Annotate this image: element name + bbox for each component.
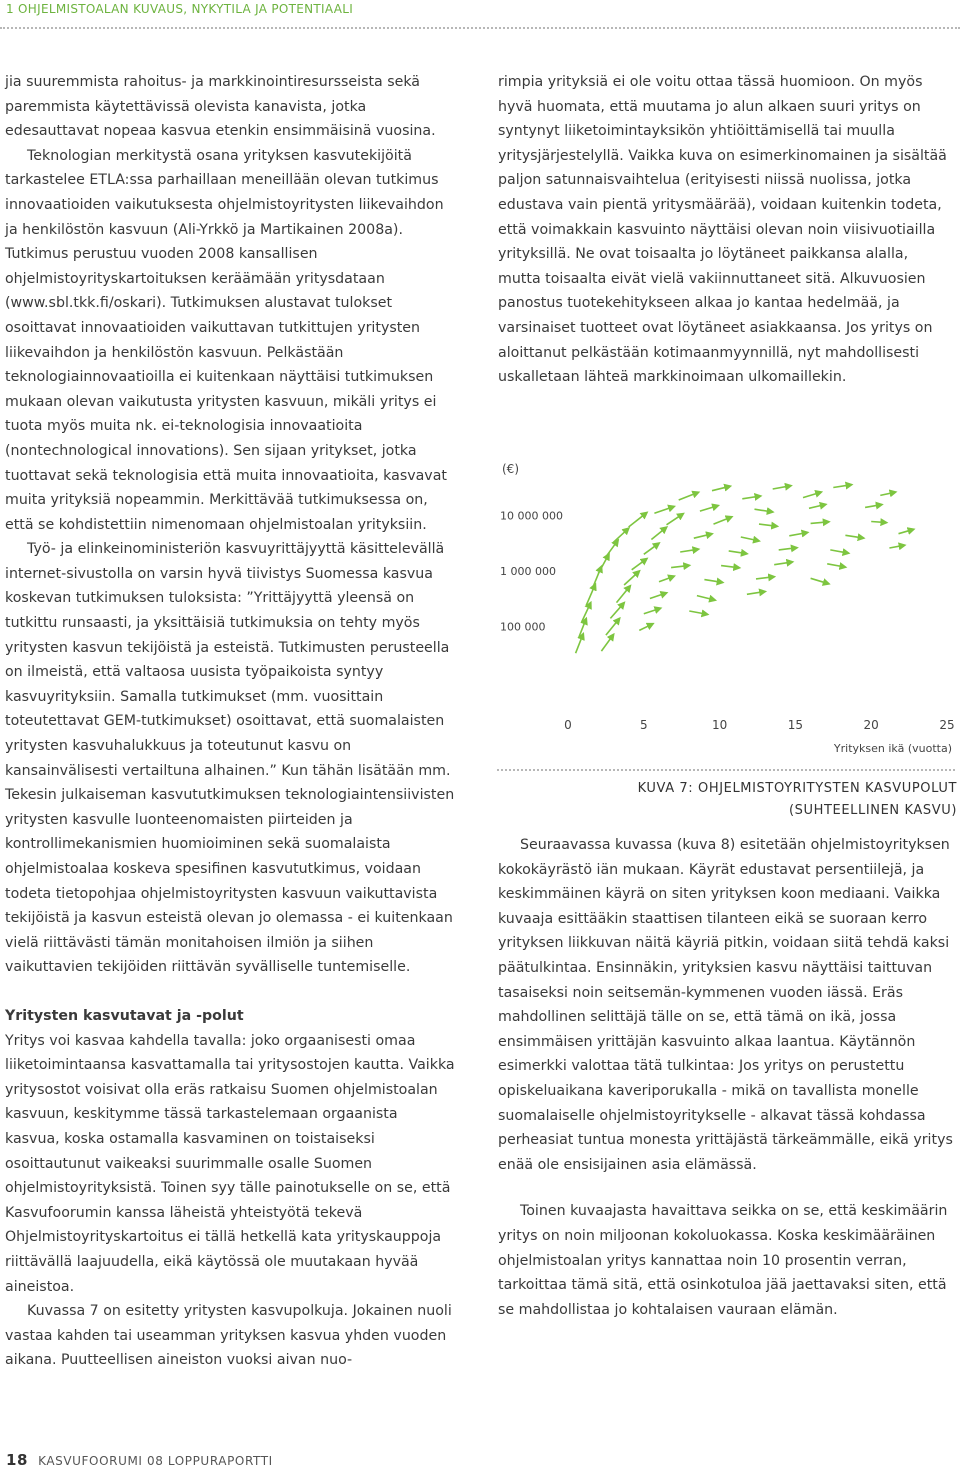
growth-arrow (680, 549, 698, 552)
growth-arrow (639, 624, 653, 631)
growth-arrow (632, 559, 647, 570)
caption-line: (SUHTEELLINEN KASVU) (788, 803, 957, 818)
growth-arrow (773, 486, 791, 489)
growth-arrow (747, 592, 765, 595)
growth-arrow (811, 522, 829, 524)
growth-arrow (756, 577, 774, 579)
paragraph: rimpia yrityksiä ei ole voitu ottaa tässä huomioon. On myös hyvä huomata, että muutama jo alun alkaen suuri yritys on syntynyt liiketoimintayksikön yhtiöittämisellä tai muulla yritysjärjestelyllä. Vaikka kuva on esimerkinomainen ja sisältää paljon satunnaisvaihtelua (erityisesti niissä nuolissa, jotka edustava vain pientä yritysmäärää), voidaan kuitenkin todeta, että voimakkain kasvuinto näyttäisi olevan noin viisivuotiailla yrityksillä. Ne ovat toisaalta jo löytäneet paikkansa alalla, mutta toisaalta eivät vielä vakiinnuttaneet sitä. Alkuvuosien panostus tuotekehitykseen alkaa jo kantaa hedelmää, ja varsinaiset tuotteet ovat löytäneet asiakkaansa. Jos yritys on aloittanut pelkästään kotimaanmyynnillä, nyt mahdollisesti uskalletaan lähteä markkinoimaan ulkomaillekin. (498, 74, 947, 386)
growth-arrow (694, 534, 712, 538)
growth-arrow (809, 504, 826, 508)
growth-arrow (654, 507, 674, 514)
growth-arrow (865, 505, 882, 508)
growth-arrow (889, 545, 904, 548)
x-tick-label: 10 (711, 718, 728, 732)
left-column (5, 70, 455, 1373)
y-tick-label: 10 000 000 (500, 509, 563, 523)
growth-arrow (714, 517, 732, 524)
growth-arrow (779, 548, 797, 550)
growth-arrow (689, 611, 707, 614)
growth-arrow (617, 586, 631, 603)
growth-arrow (704, 580, 722, 583)
growth-arrow (644, 608, 661, 614)
x-tick-label: 0 (564, 718, 572, 732)
growth-arrow (606, 540, 618, 557)
x-tick-label: 15 (787, 718, 804, 732)
growth-arrow (880, 492, 895, 495)
growth-arrow (759, 524, 777, 526)
growth-arrow (601, 635, 613, 652)
growth-arrow (667, 514, 684, 525)
growth-arrow (755, 509, 773, 512)
header-divider (0, 27, 960, 29)
growth-arrow (644, 543, 659, 554)
paragraph: Kuvassa 7 on esitetty yritysten kasvupolkuja. Jokainen nuoli vastaa kahden tai useamman yrityksen kasvua yhden vuoden aikana. Puutteellisen aineiston vuoksi aivan nuo- (5, 1303, 452, 1369)
growth-arrow (624, 571, 639, 585)
paragraph: Teknologian merkitystä osana yrityksen kasvutekijöitä tarkastelee ETLA:ssa parhaillaan meneillään olevan tutkimus innovaatioiden vaikutuksesta ohjelmistoyritysten liikevaihdon ja henkilöstön kasvuun (Ali-Yrkkö ja Martikainen 2008a). Tutkimus perustuu vuoden 2008 kansallisen ohjelmistoyrityskartoituksen keräämään yritysdataan (www.sbl.tkk.fi/oskari). Tutkimuksen alustavat tulokset osoittavat innovaatioiden vaikuttavan tutkittujen yritysten liikevaihdon ja henkilöstön kasvuun. Pelkästään teknologiainnovaatioilla ei kuitenkaan näyttäisi tutkimuksen mukaan olevan vaikutusta yritysten kasvuun, mikäli yritys ei tuota myös muita nk. ei-teknologisia innovaatioita (nontechnological innovations). Sen sijaan yritykset, jotka tuottavat sekä teknologisia että muita innovaatioita, kasvavat muita yrityksiä nopeammin. Merkittävää tutkimuksessa on, että se kohdistettiin nimenomaan ohjelmistoalan yrityksiin. (5, 147, 447, 533)
growth-arrow (606, 618, 620, 635)
paragraph: Yritys voi kasvaa kahdella tavalla: joko orgaanisesti omaa liiketoimintaansa kasvattamalla tai yritysostojen kautta. Vaikka yritysostot voisivat olla eräs ratkaisu Suomen ohjelmistoalan kasvuun, keskitymme tässä tarkastelemaan orgaanista kasvua, koska ostamalla kasvaminen on toistaiseksi osoittautunut vaikeaksi suurimmalle osalle Suomen ohjelmistoyrityksistä. Toinen syy tälle painotukselle on se, että Kasvufoorumin kanssa läheistä yhteistyötä tekevä Ohjelmistoyrityskartoitus ei tällä hetkellä kata yrityskauppoja riittävällä laajuudella, eikä käytössä ole muutakaan hyvää aineistoa. (5, 1032, 455, 1295)
growth-arrow (830, 550, 848, 553)
growth-arrow (700, 506, 718, 512)
x-tick-label: 5 (639, 718, 648, 732)
page-footer (6, 1451, 273, 1469)
figure-divider (497, 769, 955, 771)
growth-arrow (827, 564, 845, 567)
y-tick-label: 1 000 000 (500, 565, 556, 578)
growth-arrow (610, 603, 624, 619)
growth-arrow (833, 485, 851, 488)
paragraph: Työ- ja elinkeinoministeriön kasvuyrittäjyyttä käsittelevällä internet-sivustolla on varsin hyvä tiivistys Suomessa kasvua koskevan tutkimuksen tuloksista: ”Yrittäjyyttä yleensä on tutkittu runsaasti, ja yksittäisiä tutkimuksia on tehty myös yritysten kasvun tekijöistä ja esteistä. Tutkimusten perusteella on ilmeistä, että valtaosa uusista työpaikoista syntyy kasvuyrityksiin. Samalla tutkimukset (mm. vuosittain toteutettavat GEM-tutkimukset) osoittavat, että suomalaisten yritysten kasvuhalukkuus ja toteutunut kasvu on kansainvälisesti vertailtuna alhainen.” Kun tähän lisätään mm. Tekesin julkaiseman kasvututkimuksen teknologiaintensiivisten yritysten kasvulle luonteenomaisten piirteiden ja kontrollimekanismien huomioiminen sekä suomalaista ohjelmistoalaa koskeva spesifinen kasvututkimus, voidaan todeta tietopohjaa ohjelmistoyritysten kasvuun vaikuttavista tekijöistä ja kasvun esteistä olevan jo olemassa - ei kuitenkaan vielä riittävästi tämän monitahoisen ilmiön ja siihen vaikuttavien tekijöiden riittävän syvälliselle tuntemiselle. (5, 541, 455, 976)
x-axis-title: Yrityksen ikä (vuotta) (833, 742, 952, 755)
growth-arrow (697, 596, 715, 601)
footer-title: KASVUFOORUMI 08 LOPPURAPORTTI (38, 1454, 273, 1468)
growth-arrow (803, 492, 821, 498)
paragraph: Seuraavassa kuvassa (kuva 8) esitetään ohjelmistoyrityksen kokokäyrästö iän mukaan. Käyrät edustavat persentiilejä, ja keskimmäinen käyrä on siten yrityksen koon mediaani. Vaikka kuvaaja esittääkin staattisen tilanteen eikä se suoraan kerro yrityksen liikkuvan näitä käyriä pitkin, voidaan siitä tehdä kaksi päätulkintaa. Ensinnäkin, yrityksien kasvu näyttäisi taittuvan tasaiseksi noin seitsemän-kymmenen vuoden iässä. Eräs mahdollinen selittäjä tälle on se, että tämä on ikä, jossa ensimmäisen yrittäjän kasvuinto alkaa laantua. Käytännön esimerkki valottaa tätä tulkintaa: Jos yritys on perustettu opiskeluaikana kaveriporukalla - mikä on tavallista monelle suomalaiselle ohjelmistoyritykselle - alkavat tässä kohdassa perheasiat tuntua monesta yrittäjästä tärkeämmälle, eikä yritys enää ole ensisijainen asia elämässä. (498, 837, 953, 1173)
growth-arrow (592, 567, 601, 589)
growth-arrow (712, 486, 730, 491)
x-tick-label: 25 (939, 718, 955, 732)
growth-arrow (659, 576, 674, 582)
growth-arrow (871, 522, 886, 523)
growth-arrow (651, 527, 666, 539)
growth-arrow (650, 593, 667, 599)
right-column-bottom (498, 833, 956, 1322)
growth-arrow (671, 565, 689, 567)
running-header: 1 OHJELMISTOALAN KUVAUS, NYKYTILA JA POTENTIAALI (6, 2, 354, 16)
growth-arrow (729, 551, 747, 554)
growth-arrow (679, 492, 699, 500)
y-unit-label: (€) (502, 462, 519, 476)
growth-arrow (586, 584, 595, 605)
section-heading: Yritysten kasvutavat ja -polut (5, 1007, 244, 1024)
growth-arrow (629, 513, 647, 527)
growth-arrow (742, 496, 760, 499)
caption-line: KUVA 7: OHJELMISTOYRITYSTEN KASVUPOLUT (637, 781, 957, 796)
growth-arrow (721, 566, 739, 568)
growth-arrow (774, 562, 792, 565)
growth-arrow (811, 578, 829, 584)
x-tick-label: 20 (863, 718, 879, 732)
figure-caption (560, 778, 957, 822)
growth-arrow (741, 537, 759, 541)
y-tick-label: 100 000 (500, 620, 546, 634)
growth-arrow (845, 535, 863, 538)
growth-paths-chart (495, 450, 960, 770)
page-number: 18 (6, 1451, 29, 1469)
paragraph: jia suuremmista rahoitus- ja markkinointiresursseista sekä paremmista käytettävissä olevista kanavista, jotka edesauttavat nopeaa kasvua etenkin ensimmäisinä vuosina. (5, 74, 436, 140)
right-column-top (498, 70, 953, 390)
growth-arrow (614, 528, 629, 542)
growth-arrow (789, 533, 807, 536)
growth-arrow (899, 529, 914, 533)
paragraph: Toinen kuvaajasta havaittava seikka on se, että keskimäärin yritys on noin miljoonan kokoluokassa. Koska keskimääräinen ohjelmistoalan yritys kannattaa noin 10 prosentin verran, tarkoittaa tämä sitä, että osinkotuloa jää jaettavaksi siten, että se mahdollistaa jo kohtalaisen vauraan elämän. (498, 1203, 948, 1318)
